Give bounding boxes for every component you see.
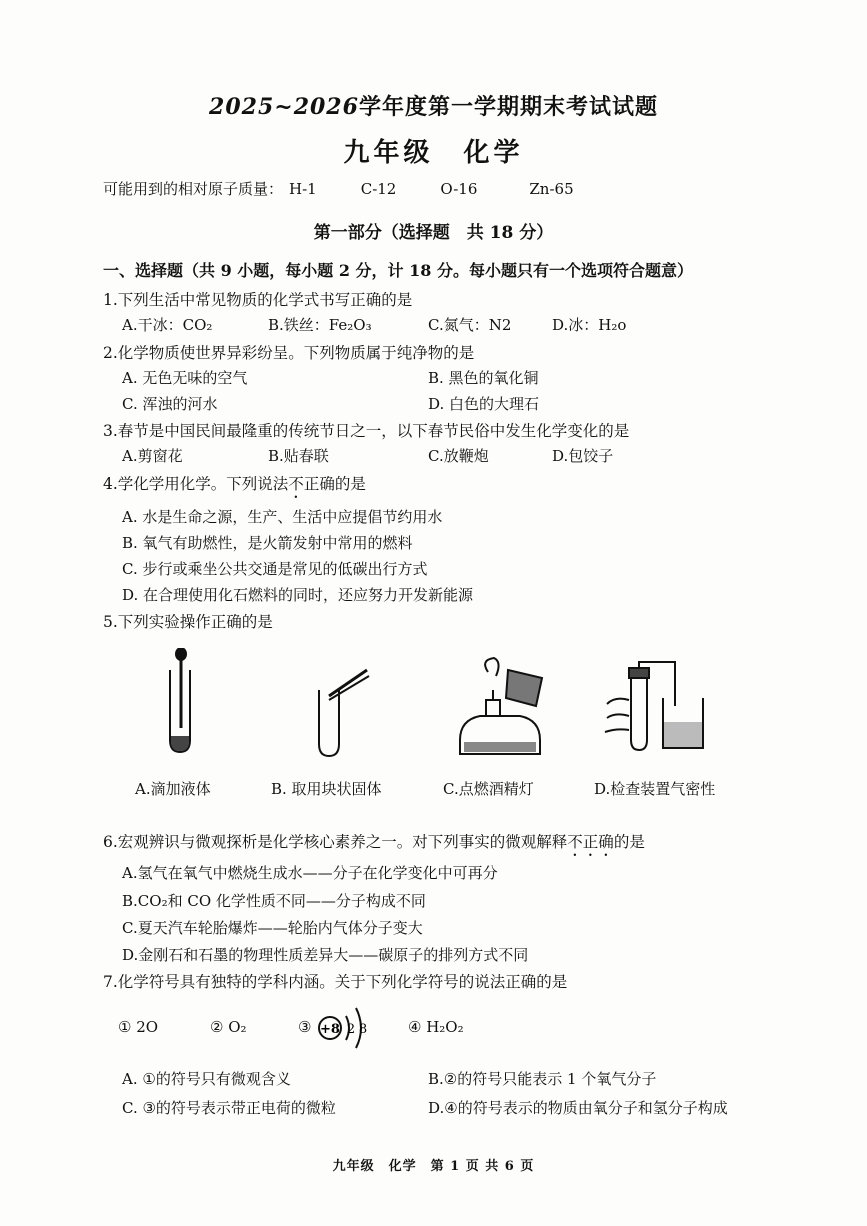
q7-option-d: D.④的符号表示的物质由氧分子和氢分子构成 [428,1099,728,1117]
q4-option-d: D. 在合理使用化石燃料的同时，还应努力开发新能源 [122,586,474,604]
exam-title-text: 学年度第一学期期末考试试题 [358,94,658,120]
dropper-into-tube-figure [150,648,210,758]
atomic-mass-row [103,178,574,199]
exam-year: 2025~2026 [209,94,359,120]
q6-stem-pre: 6.宏观辨识与微观探析是化学核心素养之一。对下列事实的微观解释 [103,833,568,851]
q7-symbol-2: ② O₂ [210,1018,247,1036]
airtightness-check-figure [603,660,713,755]
q7-symbol-1: ① 2O [118,1018,159,1036]
q3-option-d: D.包饺子 [552,447,614,465]
q5-stem: 5.下列实验操作正确的是 [103,613,273,631]
atomic-mass-zn: Zn-65 [529,180,574,198]
q7-option-b: B.②的符号只能表示 1 个氧气分子 [428,1070,657,1088]
q4-option-b: B. 氧气有助燃性，是火箭发射中常用的燃料 [122,534,413,552]
q1-option-a: A.干冰：CO₂ [122,316,213,334]
q4-option-a: A. 水是生命之源，生产、生活中应提倡节约用水 [122,508,443,526]
q7-option-a: A. ①的符号只有微观含义 [122,1070,291,1088]
q6-option-c: C.夏天汽车轮胎爆炸——轮胎内气体分子变大 [122,919,423,937]
exam-subtitle: 九年级 化学 [343,138,524,168]
q5-caption-a: A.滴加液体 [135,780,211,798]
part-heading: 第一部分（选择题 共 18 分） [313,223,554,243]
q7-symbol-4: ④ H₂O₂ [408,1018,464,1036]
q2-option-c: C. 浑浊的河水 [122,395,218,413]
q4-option-c: C. 步行或乘坐公共交通是常见的低碳出行方式 [122,560,428,578]
q1-option-d: D.冰：H₂o [552,316,627,334]
atomic-mass-label: 可能用到的相对原子质量： [103,180,284,198]
shell-1-electrons: 2 [346,1022,356,1037]
q1-stem: 1.下列生活中常见物质的化学式书写正确的是 [103,291,413,309]
alcohol-lamp-figure [450,650,550,765]
q4-stem-post: 正确的是 [303,475,366,493]
q3-option-c: C.放鞭炮 [428,447,489,465]
q2-option-b: B. 黑色的氧化铜 [428,369,539,387]
q6-option-b: B.CO₂和 CO 化学性质不同——分子构成不同 [122,892,426,910]
q7-option-c: C. ③的符号表示带正电荷的微粒 [122,1099,336,1117]
q5-caption-b: B. 取用块状固体 [271,780,382,798]
atomic-mass-h: H-1 [289,180,317,198]
atomic-mass-o: O-16 [440,180,478,198]
q2-option-a: A. 无色无味的空气 [122,369,248,387]
q6-stem-emphasis: 不正确 [567,833,614,851]
q6-stem-post: 的是 [613,833,645,851]
q6-option-a: A.氢气在氧气中燃烧生成水——分子在化学变化中可再分 [122,864,498,882]
q3-stem: 3.春节是中国民间最隆重的传统节日之一，以下春节民俗中发生化学变化的是 [103,422,630,440]
q2-stem: 2.化学物质使世界异彩纷呈。下列物质属于纯净物的是 [103,344,475,362]
q4-stem-pre: 4.学化学用化学。下列说法 [103,475,289,493]
q5-caption-c: C.点燃酒精灯 [443,780,534,798]
q4-stem-emphasis: 不 [288,475,304,493]
q7-symbol-3: ③ [298,1018,312,1036]
q6-option-d: D.金刚石和石墨的物理性质差异大——碳原子的排列方式不同 [122,946,529,964]
q1-option-c: C.氮气：N2 [428,316,512,334]
shell-2-electrons: 8 [358,1022,368,1037]
q3-option-a: A.剪窗花 [122,447,183,465]
q5-caption-d: D.检查装置气密性 [594,780,716,798]
q1-option-b: B.铁丝：Fe₂O₃ [268,316,372,334]
nucleus-charge: +8 [320,1022,340,1037]
page-footer: 九年级 化学 第 1 页 共 6 页 [332,1159,535,1174]
solid-into-tube-figure [305,660,385,760]
q3-option-b: B.贴春联 [268,447,329,465]
q2-option-d: D. 白色的大理石 [428,395,540,413]
section-heading: 一、选择题（共 9 小题，每小题 2 分，计 18 分。每小题只有一个选项符合题意） [103,261,693,280]
q6-stem [103,830,645,860]
exam-title [0,90,867,121]
q4-stem [103,472,366,502]
q7-stem: 7.化学符号具有独特的学科内涵。关于下列化学符号的说法正确的是 [103,973,568,991]
oxygen-atom-structure-diagram [316,1002,372,1054]
atomic-mass-c: C-12 [360,180,397,198]
